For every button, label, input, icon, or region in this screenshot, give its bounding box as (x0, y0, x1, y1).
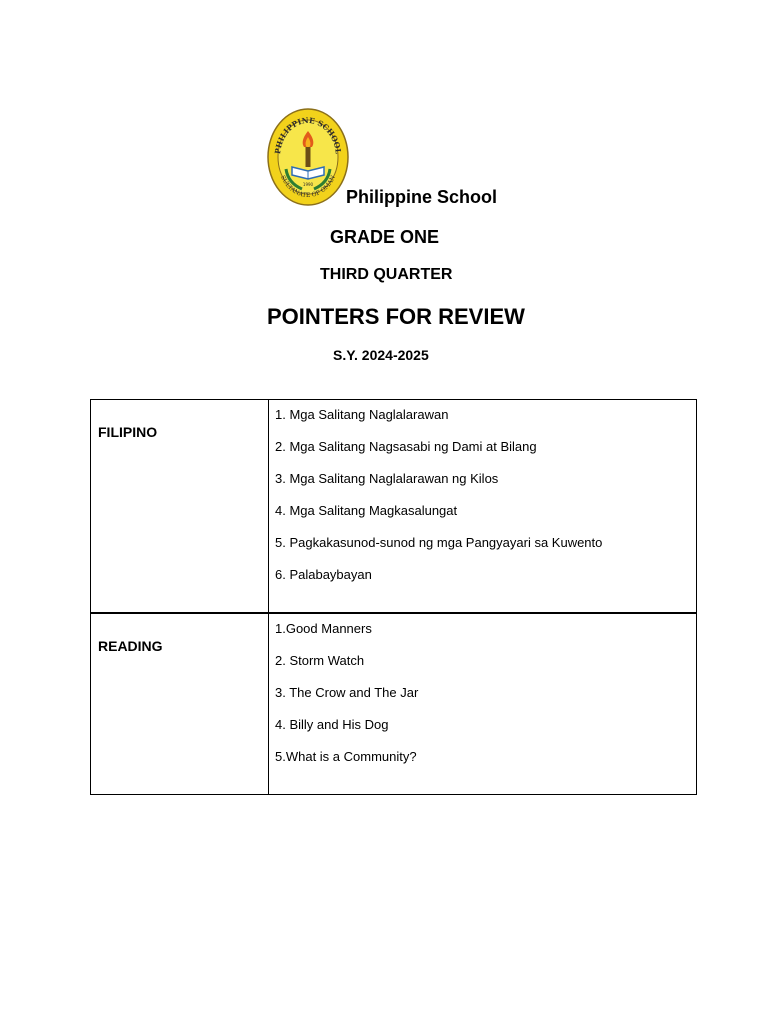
list-item: 6. Palabaybayan (275, 567, 372, 582)
list-item: 1. Mga Salitang Naglalarawan (275, 407, 449, 422)
list-item: 4. Billy and His Dog (275, 717, 389, 732)
subject-name: FILIPINO (91, 400, 269, 614)
table-row-filipino (91, 400, 697, 614)
review-table (90, 399, 697, 795)
list-item: 3. Mga Salitang Naglalarawan ng Kilos (275, 471, 499, 486)
logo-text-top: PHILIPPINE SCHOOL (273, 115, 343, 155)
logo-year: 1990 (302, 182, 314, 187)
list-item: 5. Pagkakasunod-sunod ng mga Pangyayari sa Kuwento (275, 535, 603, 550)
quarter-label: THIRD QUARTER (320, 266, 453, 283)
page-title: POINTERS FOR REVIEW (267, 304, 525, 329)
logo-text-bottom: SULTANATE OF OMAN (279, 174, 337, 200)
list-item: 2. Storm Watch (275, 653, 365, 668)
subject-name: READING (91, 613, 269, 795)
list-item: 5.What is a Community? (275, 749, 417, 764)
list-item: 2. Mga Salitang Nagsasabi ng Dami at Bilang (275, 439, 537, 454)
topic-list (269, 400, 697, 614)
school-year: S.Y. 2024-2025 (333, 347, 429, 363)
school-logo (266, 107, 350, 207)
topic-list (269, 613, 697, 795)
grade-level: GRADE ONE (330, 227, 440, 247)
table-row-reading (91, 613, 697, 795)
school-name: Philippine School (346, 187, 498, 207)
school-seal-icon (266, 107, 350, 207)
list-item: 1.Good Manners (275, 621, 372, 636)
list-item: 4. Mga Salitang Magkasalungat (275, 503, 458, 518)
list-item: 3. The Crow and The Jar (275, 685, 419, 700)
